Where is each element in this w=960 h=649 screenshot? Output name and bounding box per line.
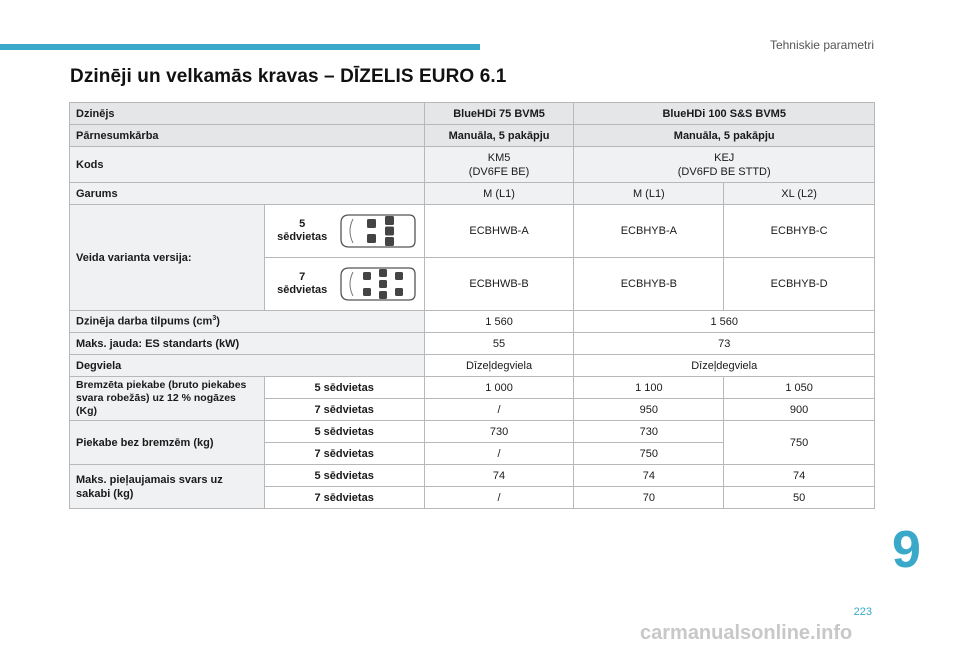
power-c1: 55 <box>424 333 574 355</box>
unbraked-7-label: 7 sēdvietas <box>264 443 424 465</box>
row-label-power: Maks. jauda: ES standarts (kW) <box>70 333 425 355</box>
fuel-c2: Dīzeļdegviela <box>574 355 875 377</box>
gearbox-c1: Manuāla, 5 pakāpju <box>424 125 574 147</box>
hitch-5-c2: 74 <box>574 465 724 487</box>
displacement-c2: 1 560 <box>574 311 875 333</box>
unbraked-c3: 750 <box>724 421 875 465</box>
variant-5-c3: ECBHYB-C <box>724 205 875 258</box>
unbraked-5-c1: 730 <box>424 421 574 443</box>
variant-7-c3: ECBHYB-D <box>724 258 875 311</box>
code-c2 <box>574 147 875 183</box>
code-c2-line1: KEJ <box>714 151 735 164</box>
row-label-hitch-load: Maks. pieļaujamais svars uz sakabi (kg) <box>70 465 265 509</box>
variant-7-seat-cell <box>264 258 424 311</box>
hitch-5-c1: 74 <box>424 465 574 487</box>
power-c2: 73 <box>574 333 875 355</box>
length-c3: XL (L2) <box>724 183 875 205</box>
table-row <box>70 333 875 355</box>
braked-7-c2: 950 <box>574 399 724 421</box>
displacement-c1: 1 560 <box>424 311 574 333</box>
unbraked-7-c2: 750 <box>574 443 724 465</box>
variant-5-seat-word: sēdvietas <box>277 231 328 243</box>
code-c1-line1: KM5 <box>487 151 511 164</box>
row-label-variant: Veida varianta versija: <box>70 205 265 311</box>
engine-c2: BlueHDi 100 S&S BVM5 <box>574 103 875 125</box>
unbraked-7-c1: / <box>424 443 574 465</box>
braked-5-c3: 1 050 <box>724 377 875 399</box>
row-label-displacement: Dzinēja darba tilpums $(cm^3)$ <box>70 311 425 333</box>
braked-7-label: 7 sēdvietas <box>264 399 424 421</box>
watermark: carmanualsonline.info <box>640 622 853 644</box>
hitch-7-c3: 50 <box>724 487 875 509</box>
variant-5-seat-cell <box>264 205 424 258</box>
row-label-length: Garums <box>70 183 425 205</box>
braked-5-c1: 1 000 <box>424 377 574 399</box>
code-c1-line2: (DV6FE BE) <box>468 165 530 178</box>
unbraked-5-c2: 730 <box>574 421 724 443</box>
engine-towing-table <box>69 102 875 509</box>
table-row <box>70 355 875 377</box>
page-number: 223 <box>853 606 872 618</box>
variant-5-c1: ECBHWB-A <box>424 205 574 258</box>
braked-7-c1: / <box>424 399 574 421</box>
superscript-3: 3 <box>212 315 217 323</box>
braked-5-label: 5 sēdvietas <box>264 377 424 399</box>
length-c2: M (L1) <box>574 183 724 205</box>
hitch-5-c3: 74 <box>724 465 875 487</box>
section-label: Tehniskie parametri <box>769 38 874 52</box>
code-c1 <box>424 147 574 183</box>
row-label-fuel: Degviela <box>70 355 425 377</box>
table-row <box>70 377 875 399</box>
variant-7-seat-word: sēdvietas <box>277 284 328 296</box>
row-label-engine: Dzinējs <box>70 103 425 125</box>
table-row <box>70 147 875 183</box>
variant-5-seat-number: 5 <box>299 218 306 230</box>
row-label-code: Kods <box>70 147 425 183</box>
table-row <box>70 183 875 205</box>
table-row <box>70 421 875 443</box>
variant-7-seat-number: 7 <box>299 271 306 283</box>
engine-c1: BlueHDi 75 BVM5 <box>424 103 574 125</box>
hitch-5-label: 5 sēdvietas <box>264 465 424 487</box>
braked-5-c2: 1 100 <box>574 377 724 399</box>
table-row <box>70 205 875 258</box>
braked-7-c3: 900 <box>724 399 875 421</box>
hitch-7-label: 7 sēdvietas <box>264 487 424 509</box>
variant-7-c1: ECBHWB-B <box>424 258 574 311</box>
variant-7-c2: ECBHYB-B <box>574 258 724 311</box>
fuel-c1: Dīzeļdegviela <box>424 355 574 377</box>
variant-5-c2: ECBHYB-A <box>574 205 724 258</box>
van-5-seats-icon <box>339 211 417 251</box>
gearbox-c2: Manuāla, 5 pakāpju <box>574 125 875 147</box>
page-title: Dzinēji un velkamās kravas – DĪZELIS EURO 6.1 <box>70 66 507 87</box>
hitch-7-c1: / <box>424 487 574 509</box>
hitch-7-c2: 70 <box>574 487 724 509</box>
row-label-gearbox: Pārnesumkārba <box>70 125 425 147</box>
table-row <box>70 125 875 147</box>
code-c2-line2: (DV6FD BE STTD) <box>677 165 771 178</box>
row-label-braked-trailer: Bremzēta piekabe (bruto piekabes svara robežās) uz 12 % nogāzes (Kg) <box>70 377 265 421</box>
chapter-number: 9 <box>892 521 921 579</box>
table-row <box>70 311 875 333</box>
table-row <box>70 465 875 487</box>
unbraked-5-label: 5 sēdvietas <box>264 421 424 443</box>
top-accent-bar <box>0 44 480 50</box>
table-row <box>70 103 875 125</box>
van-7-seats-icon <box>339 264 417 304</box>
length-c1: M (L1) <box>424 183 574 205</box>
row-label-unbraked-trailer: Piekabe bez bremzēm (kg) <box>70 421 265 465</box>
